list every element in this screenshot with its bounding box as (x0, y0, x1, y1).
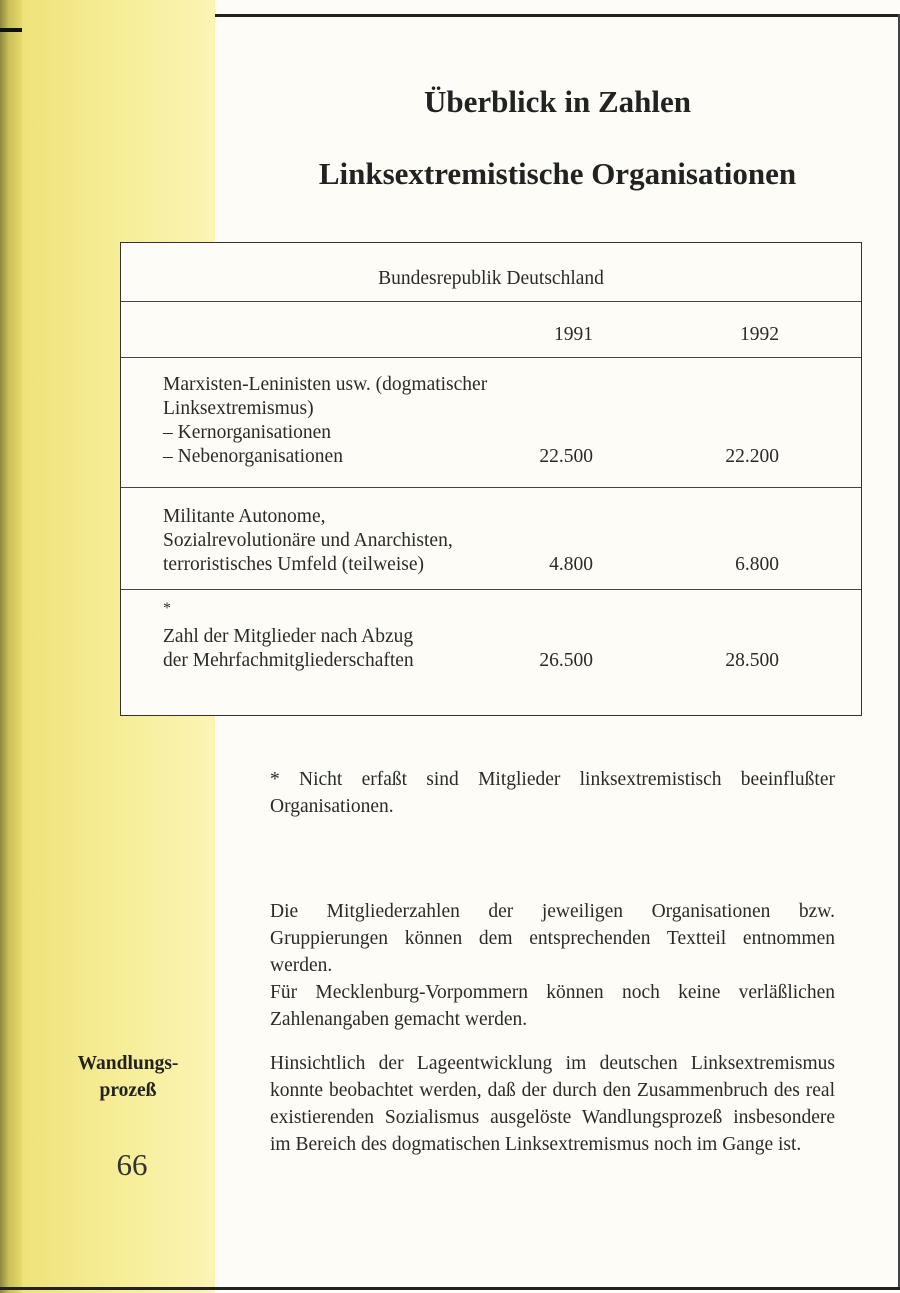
row-label (163, 625, 414, 673)
paragraph-text: Für Mecklenburg-Vorpommern können noch keine verläßlichen Zahlenangaben gemacht werden. (270, 982, 835, 1030)
table-row (121, 589, 861, 715)
row-label-line: Zahl der Mitglieder nach Abzug (163, 626, 414, 647)
row-label-line: Marxisten-Leninisten usw. (dogmatischer (163, 374, 488, 395)
top-rule (215, 14, 900, 17)
body-paragraph (270, 898, 835, 1033)
body-paragraph: Hinsichtlich der Lageentwicklung im deutschen Linksextremismus konnte beobachtet werden, daß der durch den Zusammenbruch des real existierenden Sozialismus ausgelöste Wandlungsprozeß insbesondere im Bereich des dogmatischen Linksextremismus noch im Gange ist. (270, 1053, 835, 1155)
footnote-marker: * (163, 600, 171, 617)
value-1992: 22.200 (725, 446, 779, 467)
row-label-line: Militante Autonome, (163, 506, 326, 527)
row-label-line: Linksextremismus) (163, 398, 314, 419)
value-1992: 6.800 (735, 554, 779, 575)
row-label (163, 373, 487, 469)
page-title: Überblick in Zahlen (424, 84, 691, 119)
margin-heading-line: prozeß (99, 1080, 157, 1101)
region-label: Bundesrepublik Deutschland (378, 268, 604, 289)
table-row (121, 357, 861, 488)
paragraph-text: Die Mitgliederzahlen der jeweiligen Organisationen bzw. Gruppierungen können dem entsprechenden Textteil entnommen werden. (270, 901, 835, 976)
table-header-years (121, 301, 861, 358)
table-footnote: * Nicht erfaßt sind Mitglieder linksextremistisch beeinflußter Organisationen. (270, 769, 835, 817)
corner-mark (0, 28, 22, 32)
row-label-line: – Kernorganisationen (163, 422, 332, 443)
bottom-rule (0, 1287, 900, 1290)
row-label-line: Sozialrevolutionäre und Anarchisten, (163, 530, 453, 551)
row-label-line: der Mehrfachmitgliederschaften (163, 650, 414, 671)
page-subtitle: Linksextremistische Organisationen (318, 156, 797, 191)
value-1992: 28.500 (725, 650, 779, 671)
statistics-table (120, 242, 862, 716)
value-1991: 22.500 (539, 446, 593, 467)
margin-heading (48, 1050, 208, 1104)
table-header-region (121, 243, 861, 302)
page-number: 66 (116, 1147, 148, 1182)
table-row (121, 487, 861, 590)
page-binding-shadow (0, 0, 22, 1293)
value-1991: 4.800 (549, 554, 593, 575)
row-label (163, 505, 453, 577)
row-label-line: terroristisches Umfeld (teilweise) (163, 554, 424, 575)
value-1991: 26.500 (539, 650, 593, 671)
year-1992-header: 1992 (740, 324, 779, 345)
year-1991-header: 1991 (554, 324, 593, 345)
row-label-line: – Nebenorganisationen (163, 446, 343, 467)
margin-heading-line: Wandlungs- (77, 1053, 179, 1074)
